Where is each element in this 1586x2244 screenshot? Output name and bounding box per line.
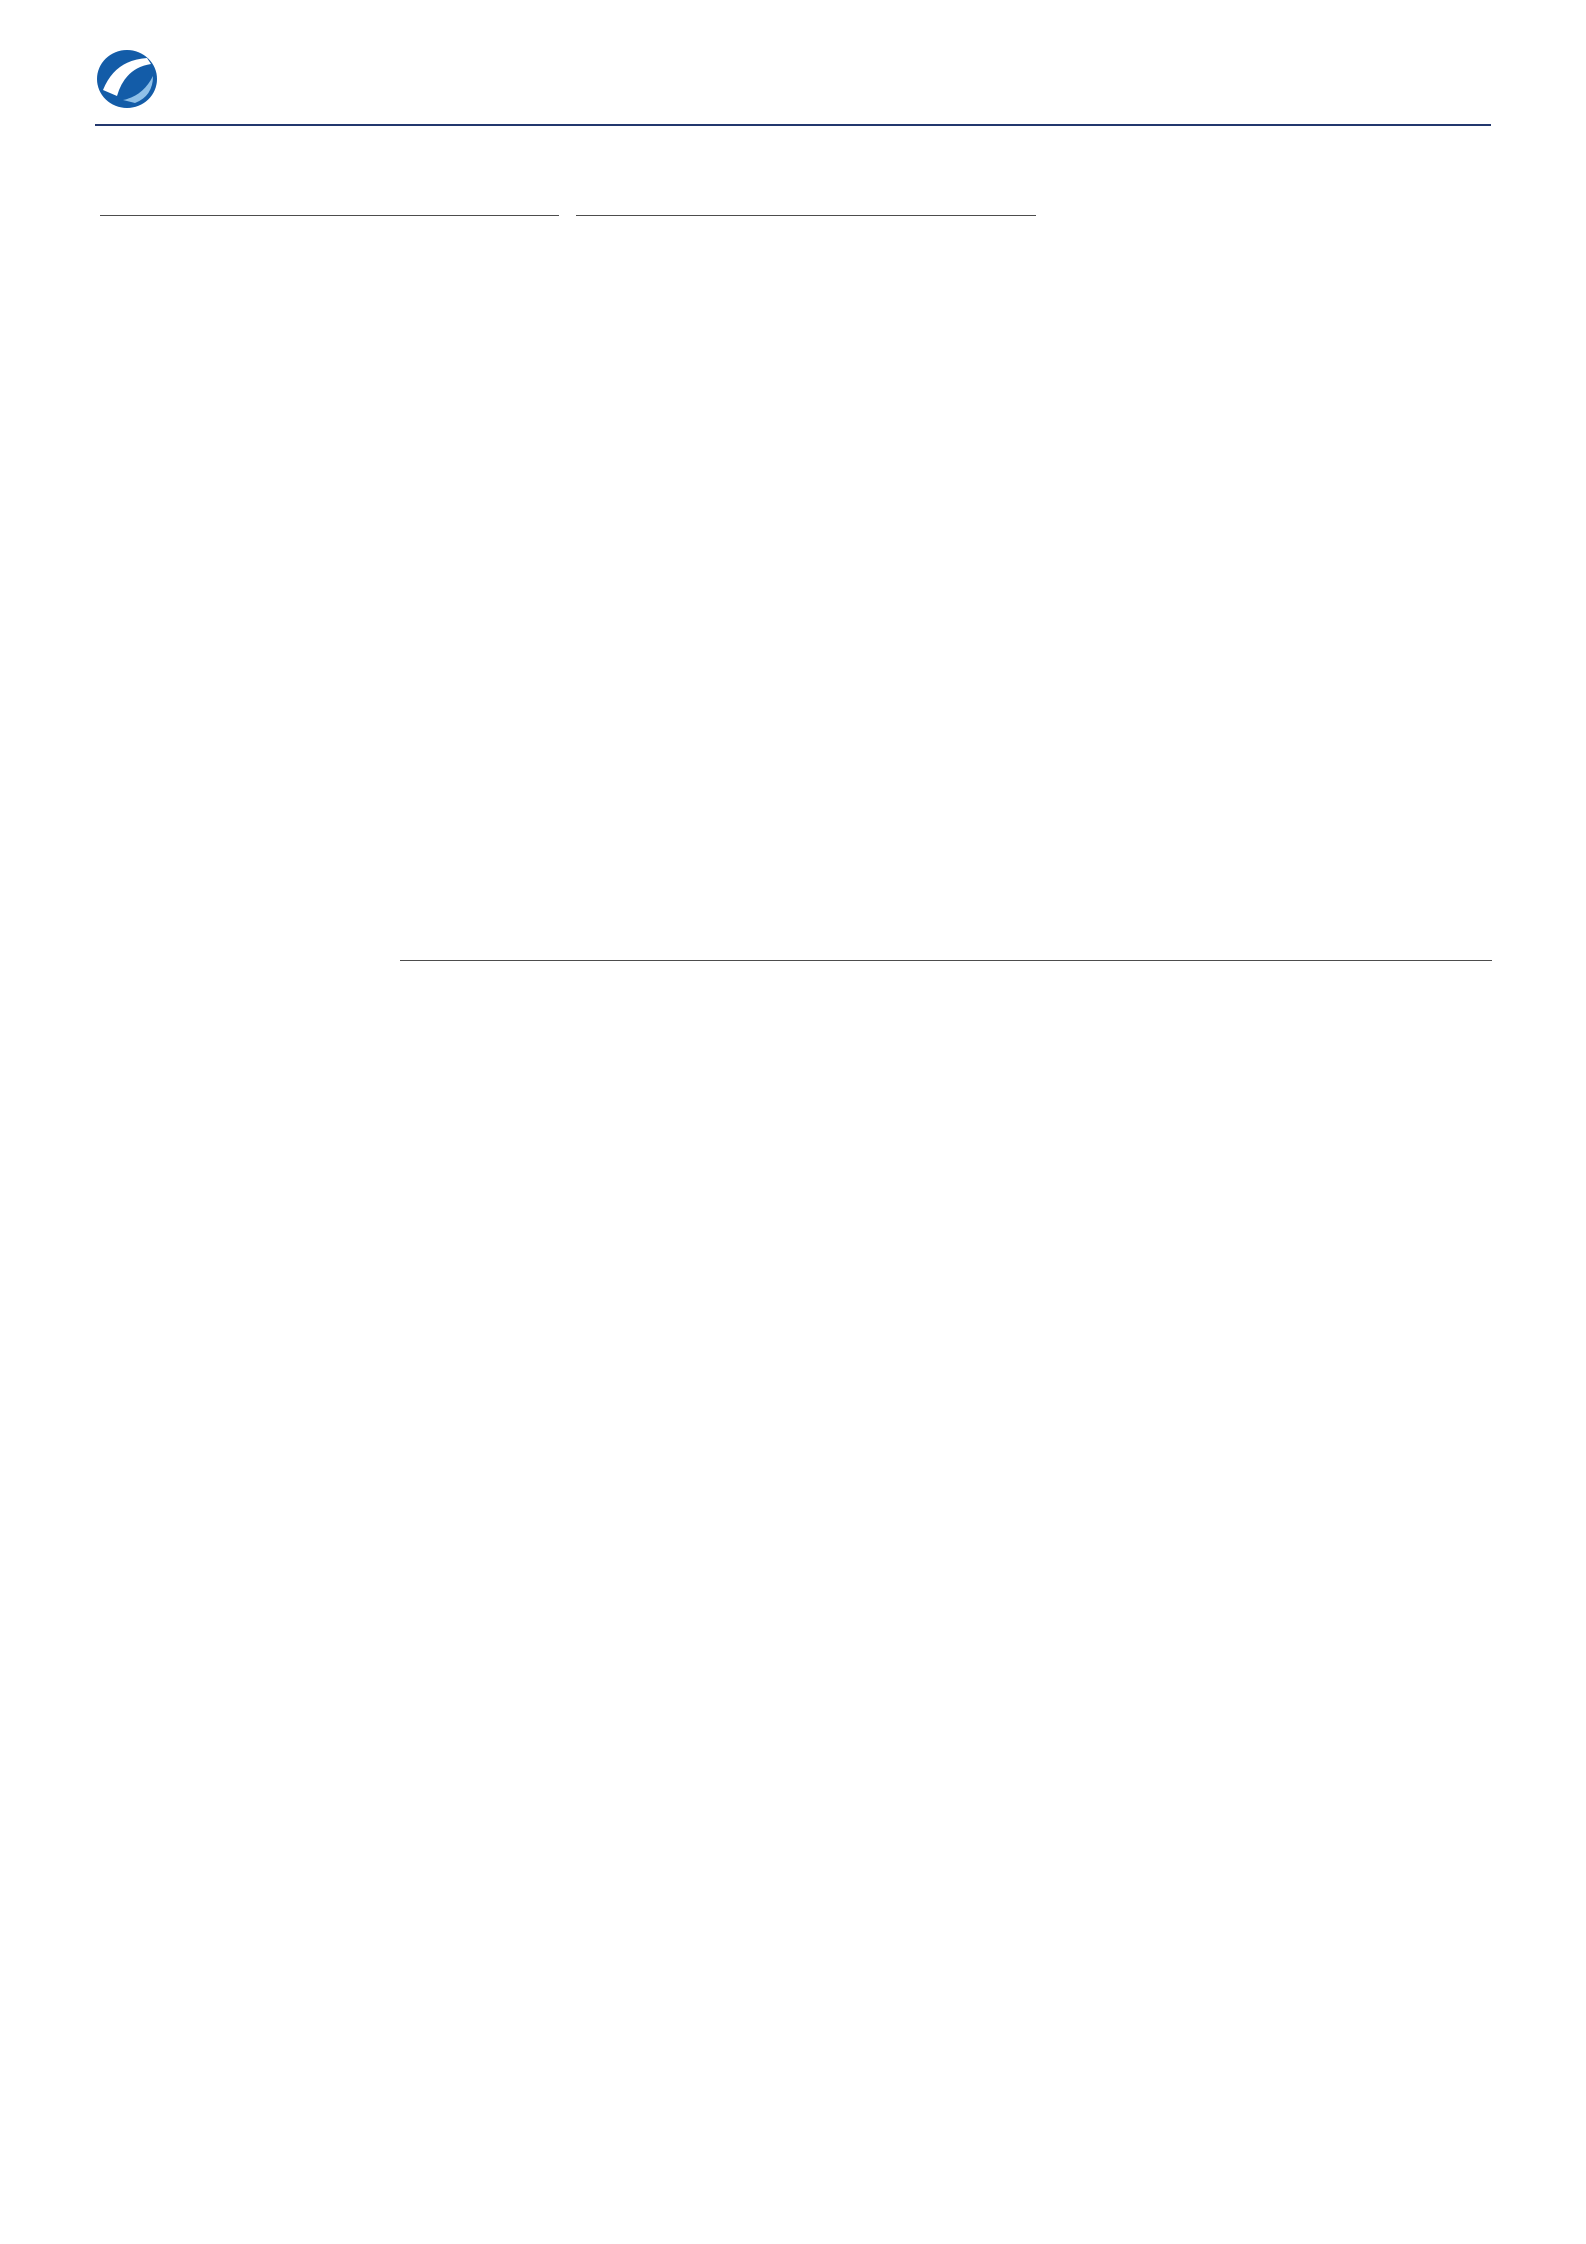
figure-12 [400, 952, 1492, 980]
header-divider [95, 124, 1491, 126]
page-header [95, 48, 1491, 110]
logo [95, 48, 177, 110]
figure-10 [100, 207, 559, 235]
gtja-logo-icon [95, 48, 163, 110]
figure-11-title [576, 207, 1036, 216]
figure-11 [576, 207, 1036, 235]
figure-10-title [100, 207, 559, 216]
figure-12-title [400, 952, 1492, 961]
